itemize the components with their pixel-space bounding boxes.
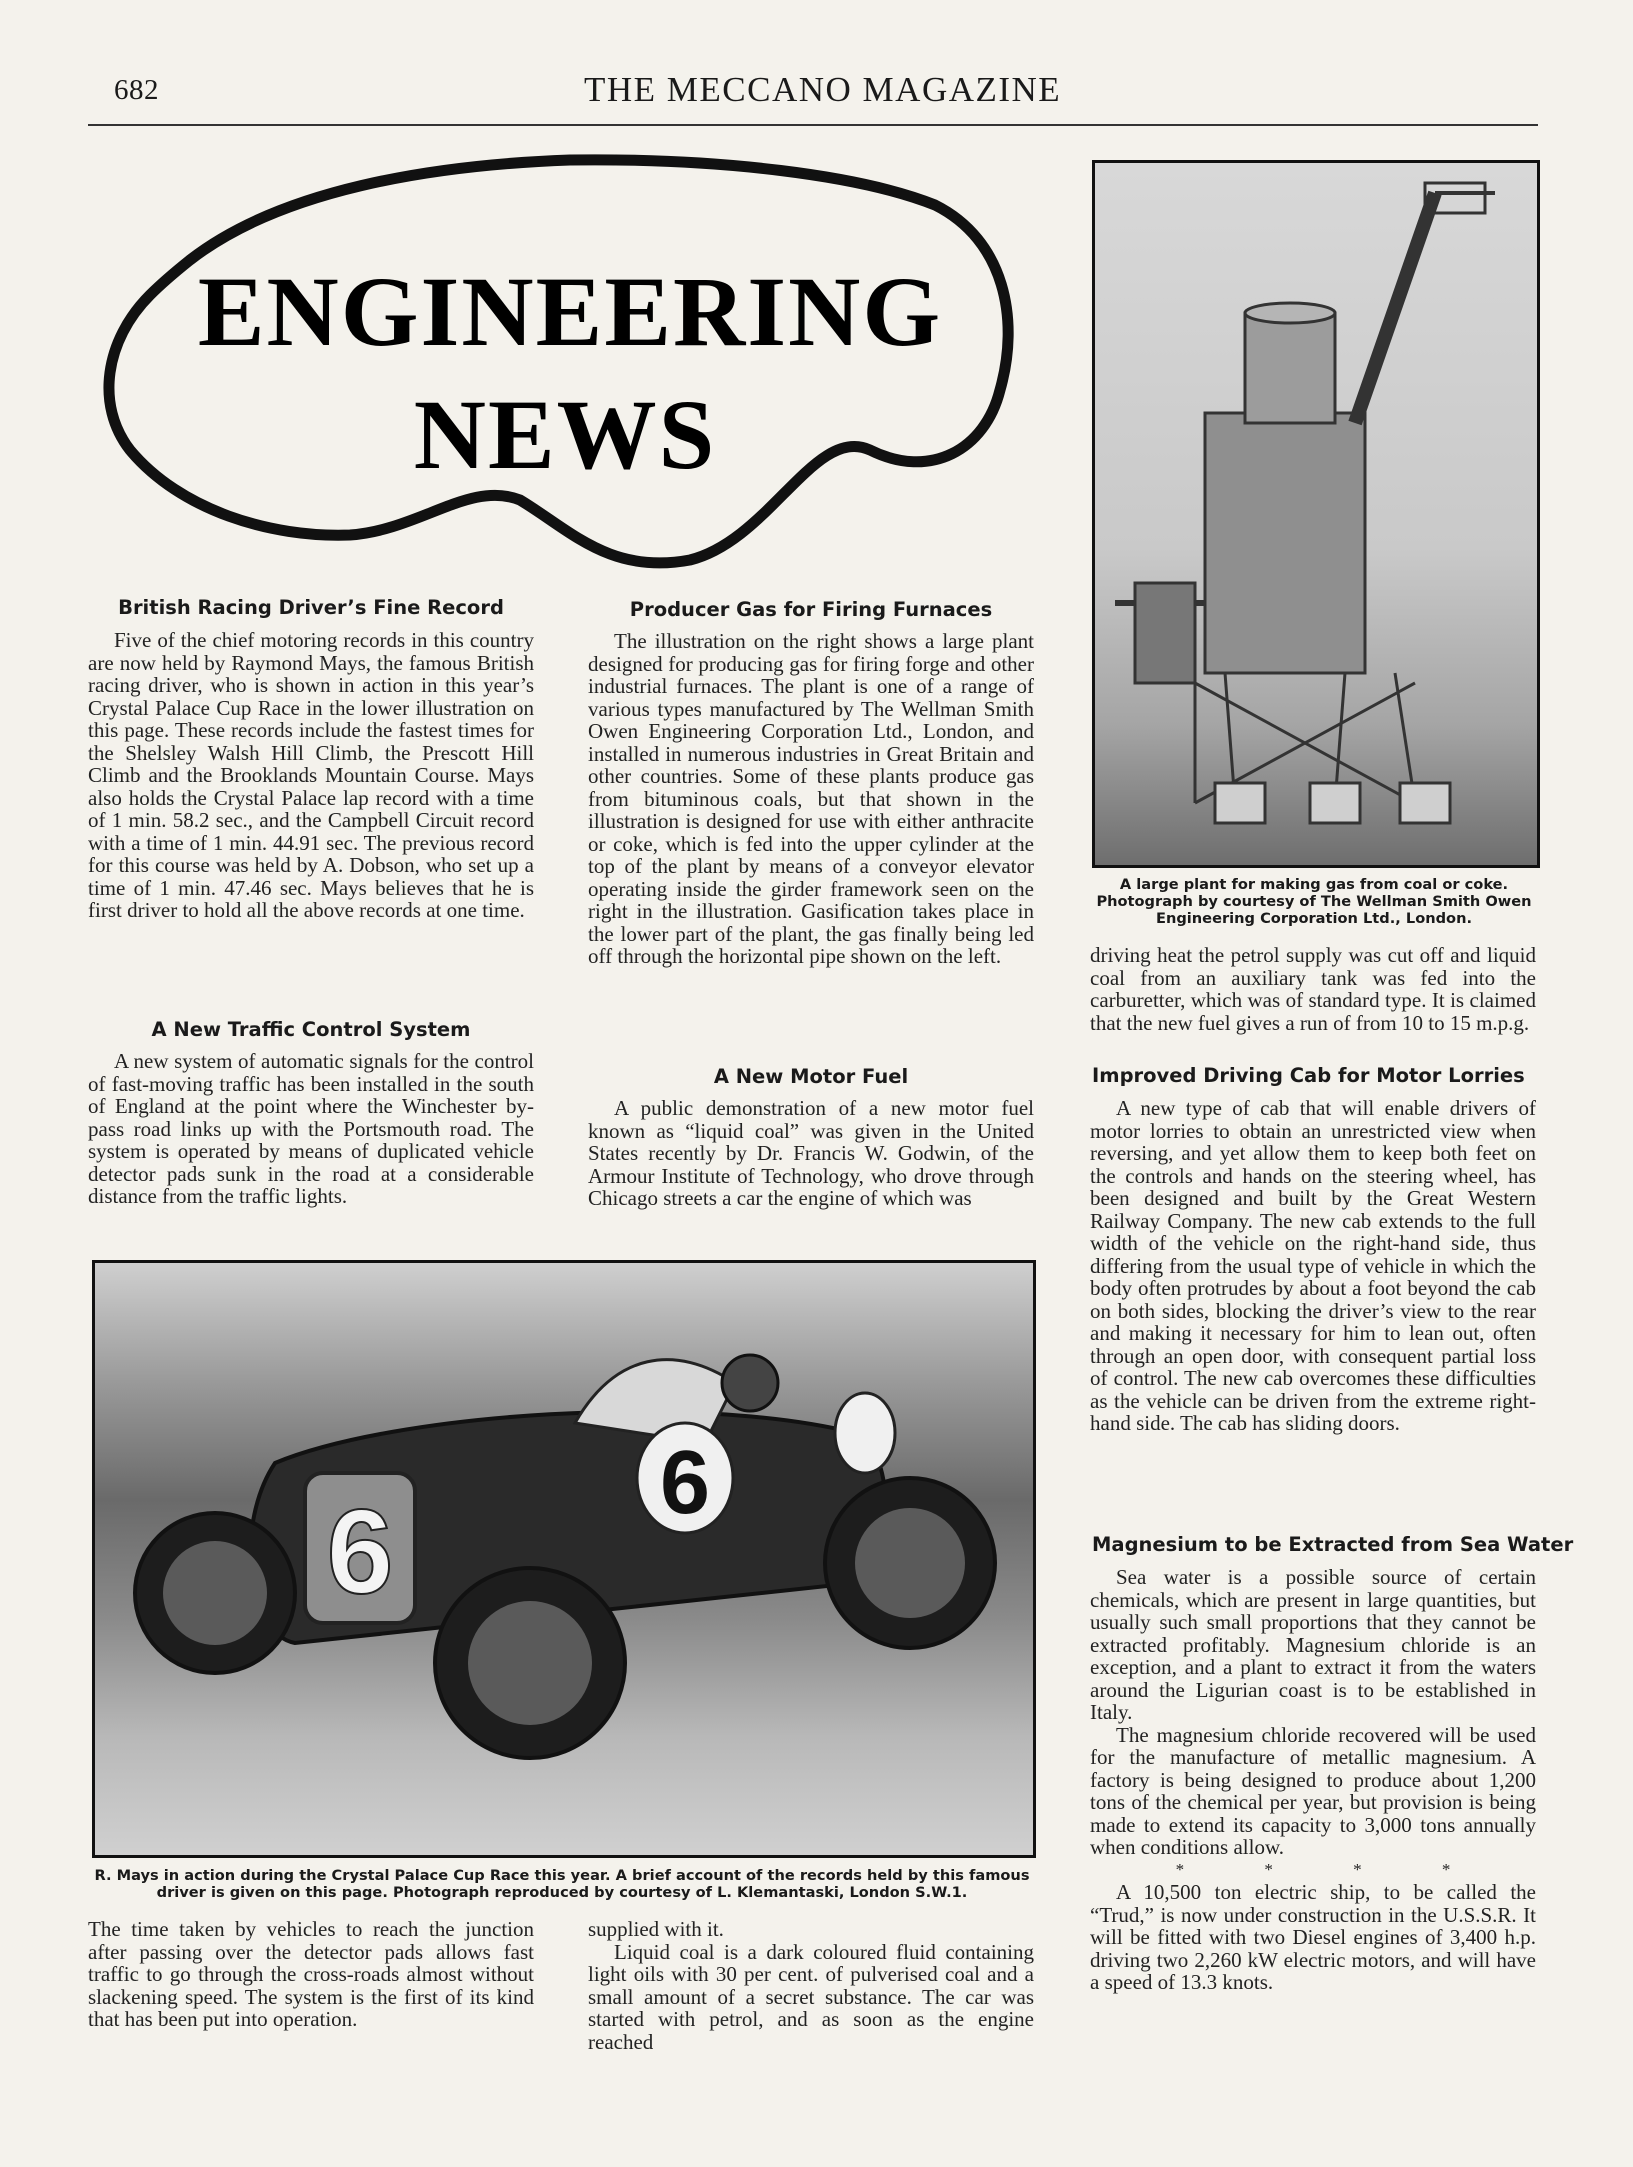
page-number: 682 xyxy=(114,74,159,106)
article-motor-fuel xyxy=(588,1097,1034,1210)
racing-car-caption: R. Mays in action during the Crystal Palace Cup Race this year. A brief account of the records held by this famous driver is given on this page. Photograph reproduced by courtesy of L. Klemantaski, London S.W.1. xyxy=(94,1867,1030,1901)
magnesium-paragraph-1: Sea water is a possible source of certain chemicals, which are present in large quantities, but usually such small proportions that they cannot be extracted profitably. Magnesium chloride is an exception, and a plant to extract it from the waters around the Ligurian coast is to be established in Italy. xyxy=(1090,1565,1536,1724)
article-driving-cab xyxy=(1090,1097,1536,1435)
article-racing-record xyxy=(88,629,534,922)
gas-plant-caption: A large plant for making gas from coal or coke. Photograph by courtesy of The Wellman Smith Owen Engineering Corporation Ltd., London. xyxy=(1096,876,1532,927)
motor-fuel-paragraph: A public demonstration of a new motor fuel known as “liquid coal” was given in the United States recently by Dr. Francis W. Godwin, of the Armour Institute of Technology, who drove through Chicago streets a car the engine of which was xyxy=(588,1096,1034,1210)
engineering-news-banner xyxy=(100,150,1030,580)
racing-car-photo xyxy=(92,1260,1036,1858)
section-separator: * * * * xyxy=(1175,1859,1489,1879)
electric-ship-paragraph: A 10,500 ton electric ship, to be called the “Trud,” is now under construction in the U.S.S.R. It will be fitted with two Diesel engines of 3,400 h.p. driving two 2,260 kW electric motors, and will have a speed of 13.3 knots. xyxy=(1090,1880,1536,1994)
heading-driving-cab: Improved Driving Cab for Motor Lorries xyxy=(1092,1064,1525,1087)
article-magnesium xyxy=(1090,1566,1536,1994)
motor-fuel-continued-3: driving heat the petrol supply was cut off and liquid coal from an auxiliary tank was fed into the carburetter, which was of standard type. It is claimed that the new fuel gives a run of from 10 to 15 m.p.g. xyxy=(1090,943,1536,1035)
header-rule xyxy=(88,124,1538,126)
gas-plant-photo xyxy=(1092,160,1540,868)
racing-record-paragraph: Five of the chief motoring records in this country are now held by Raymond Mays, the famous British racing driver, who is shown in action in this year’s Crystal Palace Cup Race in the lower illustration on this page. These records include the fastest times for the Shelsley Walsh Hill Climb, the Prescott Hill Climb and the Brooklands Mountain Course. Mays also holds the Crystal Palace lap record with a time of 1 min. 58.2 sec., and the Campbell Circuit record with a time of 1 min. 44.91 sec. The previous record for this course was held by A. Dobson, who set up a time of 1 min. 47.46 sec. Mays believes that he is first driver to hold all the above records at one time. xyxy=(88,628,534,922)
article-producer-gas xyxy=(588,630,1034,968)
heading-magnesium: Magnesium to be Extracted from Sea Water xyxy=(1092,1533,1574,1556)
producer-gas-paragraph: The illustration on the right shows a large plant designed for producing gas for firing forge and other industrial furnaces. The plant is one of a range of various types manufactured by The Wellman Smith Owen Engineering Corporation Ltd., London, and installed in numerous industries in Great Britain and other countries. Some of these plants produce gas from bituminous coals, but that shown in the illustration is designed for use with either anthracite or coke, which is fed into the upper cylinder at the top of the plant by means of a conveyor elevator operating inside the girder framework seen on the right in the illustration. Gasification takes place in the lower part of the plant, the gas finally being led off through the horizontal pipe shown on the left. xyxy=(588,629,1034,968)
traffic-control-paragraph: A new system of automatic signals for the control of fast-moving traffic has been installed in the south of England at the point where the Winchester by-pass road links up with the Portsmouth road. The system is operated by means of duplicated vehicle detector pads sunk in the road at a considerable distance from the traffic lights. xyxy=(88,1049,534,1208)
racing-car-illustration xyxy=(135,1355,995,1758)
heading-producer-gas: Producer Gas for Firing Furnaces xyxy=(629,598,993,621)
gas-plant-structure xyxy=(1115,183,1495,823)
motor-fuel-continued-2: Liquid coal is a dark coloured fluid containing light oils with 30 per cent. of pulverised coal and a small amount of a secret substance. The car was started with petrol, and as soon as the engine reached xyxy=(588,1939,1034,2054)
heading-racing-record: British Racing Driver’s Fine Record xyxy=(118,596,504,619)
heading-motor-fuel: A New Motor Fuel xyxy=(713,1065,909,1088)
article-traffic-control xyxy=(88,1050,534,1208)
article-traffic-control-continued xyxy=(88,1918,534,2031)
car-number-side: 6 xyxy=(659,1433,711,1533)
car-number-grille: 6 xyxy=(326,1485,394,1619)
article-motor-fuel-continued-col3 xyxy=(1090,944,1536,1034)
heading-traffic-control: A New Traffic Control System xyxy=(151,1018,471,1041)
banner-line1: ENGINEERING xyxy=(197,256,943,367)
magnesium-paragraph-2: The magnesium chloride recovered will be used for the manufacture of metallic magnesium. A factory is being designed to produce about 1,200 tons of the chemical per year, but provision is being made to extend its capacity to 3,000 tons annually when conditions allow. xyxy=(1090,1722,1536,1859)
magazine-title: THE MECCANO MAGAZINE xyxy=(584,70,1062,109)
motor-fuel-continued-1: supplied with it. xyxy=(588,1917,724,1941)
article-motor-fuel-continued xyxy=(588,1918,1034,2053)
banner-line2: NEWS xyxy=(413,379,717,490)
traffic-control-continued-paragraph: The time taken by vehicles to reach the junction after passing over the detector pads allows fast traffic to go through the cross-roads almost without slackening speed. The system is the first of its kind that has been put into operation. xyxy=(88,1917,534,2031)
driving-cab-paragraph: A new type of cab that will enable drivers of motor lorries to obtain an unrestricted view when reversing, and yet allow them to keep both feet on the controls and hands on the steering wheel, has been designed and built by the Great Western Railway Company. The new cab extends to the full width of the vehicle on the right-hand side, thus differing from the usual type of vehicle in which the body often protrudes by about a foot beyond the cab on both sides, blocking the driver’s view to the rear and making it necessary for him to lean out, often through an open door, with consequent partial loss of control. The new cab overcomes these difficulties as the vehicle can be driven from the extreme right-hand side. The cab has sliding doors. xyxy=(1090,1096,1536,1435)
